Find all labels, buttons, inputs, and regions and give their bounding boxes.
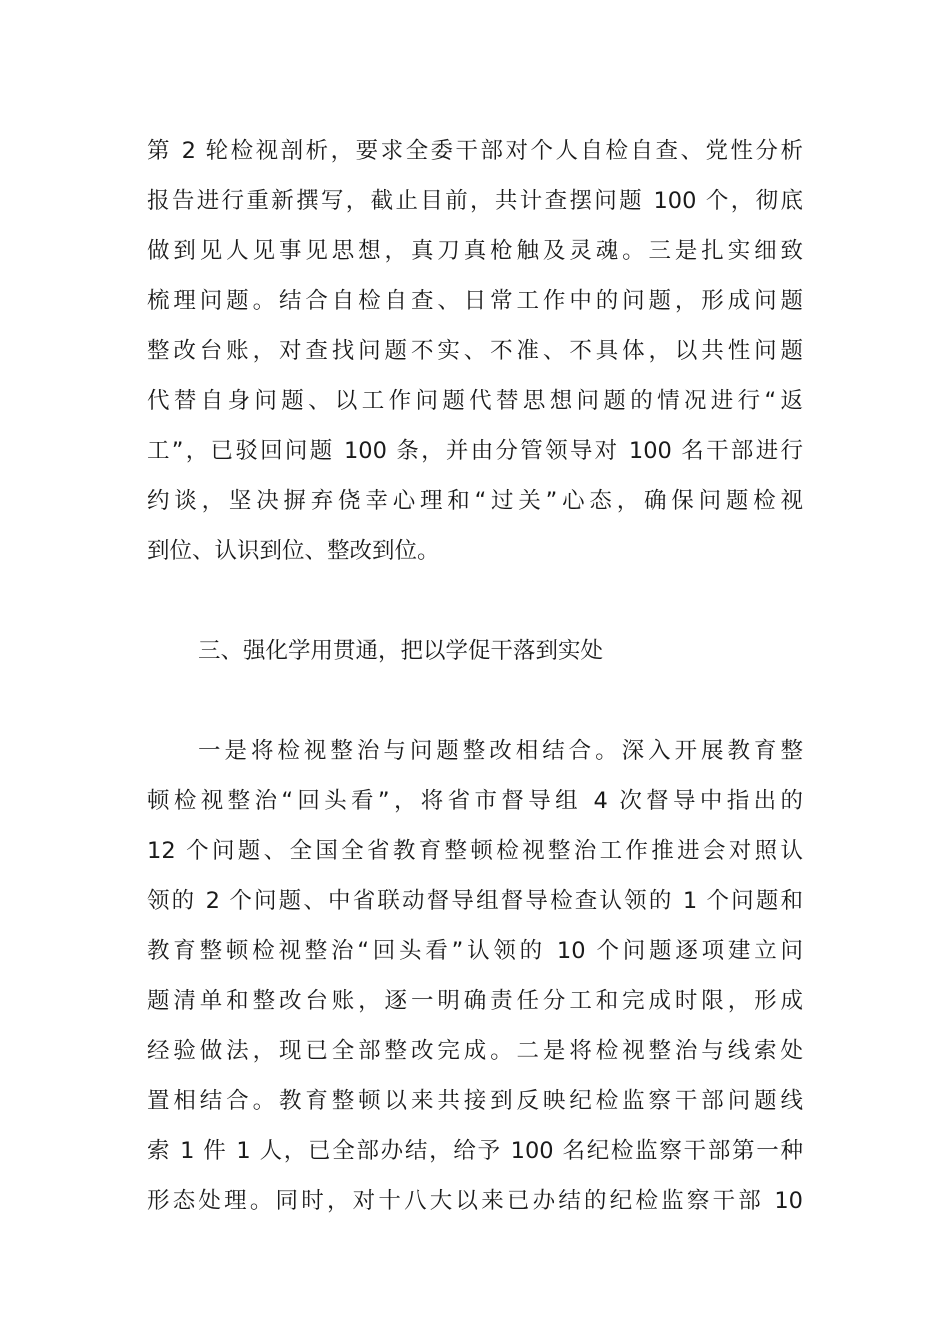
text-line: 梳理问题。结合自检自查、日常工作中的问题，形成问题 [147,288,803,314]
text-line: 形态处理。同时，对十八大以来已办结的纪检监察干部 10 [147,1188,803,1214]
text-line: 到位、认识到位、整改到位。 [147,538,440,564]
text-line: 第 2 轮检视剖析，要求全委干部对个人自检自查、党性分析 [147,138,803,164]
paragraph-spacer [147,676,803,726]
text-line: 整改台账，对查找问题不实、不准、不具体，以共性问题 [147,338,803,364]
text-line: 索 1 件 1 人，已全部办结，给予 100 名纪检监察干部第一种 [147,1138,803,1164]
text-line: 题清单和整改台账，逐一明确责任分工和完成时限，形成 [147,988,803,1014]
text-line: 顿检视整治“回头看”，将省市督导组 4 次督导中指出的 [147,788,803,814]
paragraph-1 [147,126,803,576]
text-line: 工”，已驳回问题 100 条，并由分管领导对 100 名干部进行 [147,438,803,464]
text-line: 约谈，坚决摒弃侥幸心理和“过关”心态，确保问题检视 [147,488,803,514]
text-line: 经验做法，现已全部整改完成。二是将检视整治与线索处 [147,1038,803,1064]
text-line: 一是将检视整治与问题整改相结合。深入开展教育整 [198,738,803,764]
text-line: 报告进行重新撰写，截止目前，共计查摆问题 100 个，彻底 [147,188,803,214]
text-line: 代替自身问题、以工作问题代替思想问题的情况进行“返 [147,388,803,414]
section-heading: 三、强化学用贯通，把以学促干落到实处 [198,638,604,664]
text-line: 领的 2 个问题、中省联动督导组督导检查认领的 1 个问题和 [147,888,803,914]
document-body [147,126,803,1226]
text-line: 置相结合。教育整顿以来共接到反映纪检监察干部问题线 [147,1088,803,1114]
text-line: 做到见人见事见思想，真刀真枪触及灵魂。三是扎实细致 [147,238,803,264]
paragraph-2 [147,726,803,1226]
text-line: 12 个问题、全国全省教育整顿检视整治工作推进会对照认 [147,838,803,864]
text-line: 教育整顿检视整治“回头看”认领的 10 个问题逐项建立问 [147,938,803,964]
